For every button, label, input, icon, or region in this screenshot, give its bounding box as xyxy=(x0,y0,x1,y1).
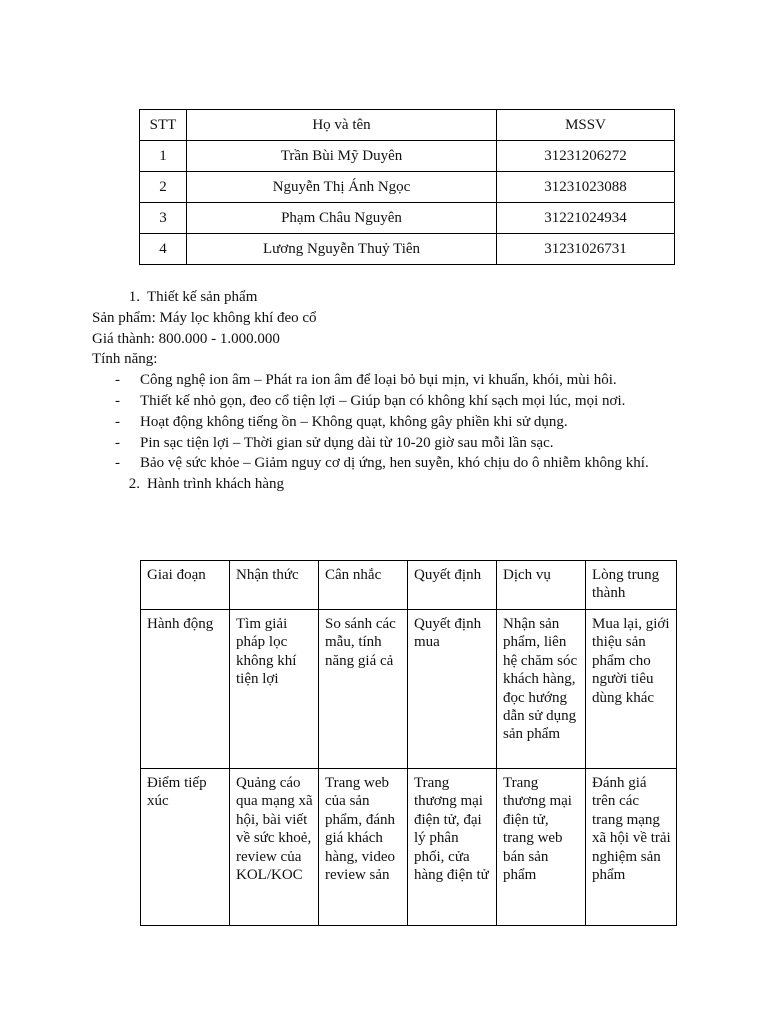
section1-number: 1. xyxy=(128,289,140,305)
table-cell: Trang web của sản phẩm, đánh giá khách hàng, video review sản xyxy=(319,769,408,926)
bullet: - xyxy=(115,455,120,472)
table-cell: Giai đoạn xyxy=(141,561,230,610)
header-mssv: MSSV xyxy=(497,110,675,141)
list-item xyxy=(92,370,692,391)
table-cell: Đánh giá trên các trang mạng xã hội về trải nghiệm sản phẩm xyxy=(586,769,677,926)
bullet: - xyxy=(115,434,120,451)
feature-text: Hoạt động không tiếng ồn – Không quạt, không gây phiền khi sử dụng. xyxy=(140,413,568,430)
cell-mssv: 31221024934 xyxy=(497,203,675,234)
table-row xyxy=(141,561,677,610)
table-cell: Trang thương mại điện tử, đại lý phân phối, cửa hàng điện tử xyxy=(408,769,497,926)
cell-stt: 3 xyxy=(140,203,187,234)
table-cell: Mua lại, giới thiệu sản phẩm cho người tiêu dùng khác xyxy=(586,610,677,769)
features-label: Tính năng: xyxy=(92,351,158,368)
table-cell: Trang thương mại điện tử, trang web bán sản phẩm xyxy=(497,769,586,926)
bullet: - xyxy=(115,392,120,409)
cell-stt: 1 xyxy=(140,141,187,172)
section2-heading xyxy=(92,474,692,495)
cell-mssv: 31231023088 xyxy=(497,172,675,203)
members-table-header xyxy=(140,110,675,141)
section1-heading xyxy=(92,287,692,308)
table-row xyxy=(140,172,675,203)
table-row xyxy=(141,610,677,769)
header-name: Họ và tên xyxy=(187,110,497,141)
customer-journey-table xyxy=(140,560,677,926)
product-line: Sản phẩm: Máy lọc không khí đeo cổ xyxy=(92,309,317,326)
bullet: - xyxy=(115,372,120,389)
bullet: - xyxy=(115,413,120,430)
cell-name: Lương Nguyễn Thuỷ Tiên xyxy=(187,234,497,265)
table-cell: Lòng trung thành xyxy=(586,561,677,610)
header-stt: STT xyxy=(140,110,187,141)
table-cell: Quyết định xyxy=(408,561,497,610)
list-item xyxy=(92,453,692,474)
content-text xyxy=(92,287,692,495)
table-row xyxy=(140,234,675,265)
section1-title: Thiết kế sản phẩm xyxy=(147,289,258,305)
members-table xyxy=(139,109,675,265)
price-line: Giá thành: 800.000 - 1.000.000 xyxy=(92,330,280,347)
table-cell: Nhận sản phẩm, liên hệ chăm sóc khách hàng, đọc hướng dẫn sử dụng sản phẩm xyxy=(497,610,586,769)
cell-stt: 4 xyxy=(140,234,187,265)
table-row xyxy=(141,769,677,926)
section2-title: Hành trình khách hàng xyxy=(147,476,285,493)
table-cell: Tìm giải pháp lọc không khí tiện lợi xyxy=(230,610,319,769)
table-cell: Điểm tiếp xúc xyxy=(141,769,230,926)
cell-mssv: 31231206272 xyxy=(497,141,675,172)
feature-text: Công nghệ ion âm – Phát ra ion âm để loại bỏ bụi mịn, vi khuẩn, khói, mùi hôi. xyxy=(140,372,617,389)
table-cell: Hành động xyxy=(141,610,230,769)
cell-name: Nguyễn Thị Ánh Ngọc xyxy=(187,172,497,203)
table-cell: Cân nhắc xyxy=(319,561,408,610)
list-item xyxy=(92,391,692,412)
table-cell: Nhận thức xyxy=(230,561,319,610)
table-cell: Quyết định mua xyxy=(408,610,497,769)
cell-name: Phạm Châu Nguyên xyxy=(187,203,497,234)
section2-number: 2. xyxy=(128,476,140,493)
feature-text: Bảo vệ sức khỏe – Giảm nguy cơ dị ứng, hen suyễn, khó chịu do ô nhiễm không khí. xyxy=(140,455,649,472)
cell-mssv: 31231026731 xyxy=(497,234,675,265)
list-item xyxy=(92,433,692,454)
feature-text: Thiết kế nhỏ gọn, đeo cổ tiện lợi – Giúp bạn có không khí sạch mọi lúc, mọi nơi. xyxy=(140,392,626,409)
table-cell: Dịch vụ xyxy=(497,561,586,610)
table-cell: Quảng cáo qua mạng xã hội, bài viết về sức khoẻ, review của KOL/KOC xyxy=(230,769,319,926)
cell-stt: 2 xyxy=(140,172,187,203)
table-row xyxy=(140,203,675,234)
feature-text: Pin sạc tiện lợi – Thời gian sử dụng dài từ 10-20 giờ sau mỗi lần sạc. xyxy=(140,434,554,451)
table-row xyxy=(140,141,675,172)
table-cell: So sánh các mẫu, tính năng giá cả xyxy=(319,610,408,769)
list-item xyxy=(92,412,692,433)
cell-name: Trần Bùi Mỹ Duyên xyxy=(187,141,497,172)
